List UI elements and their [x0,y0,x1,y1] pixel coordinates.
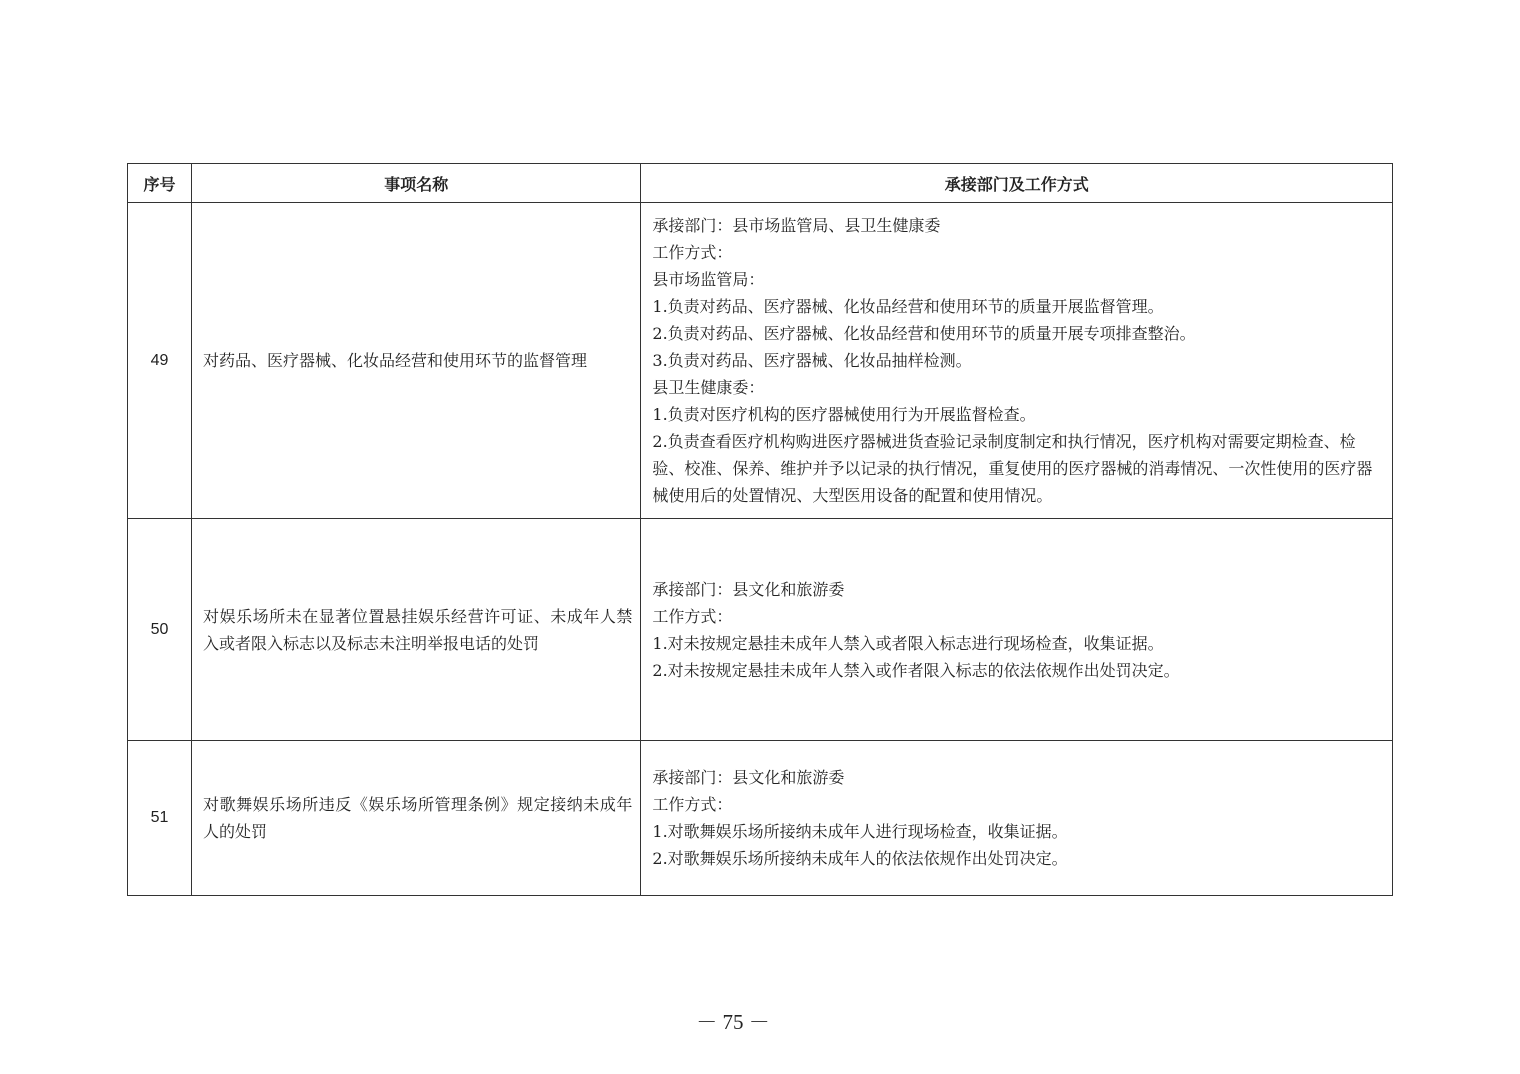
table-header-row [128,164,1393,203]
dept-line: 工作方式： [652,243,733,262]
table-row [128,203,1393,519]
row-department-method [641,519,1393,741]
row-department-method [641,741,1393,896]
header-department-and-method: 承接部门及工作方式 [641,164,1393,203]
dept-line: 2.对未按规定悬挂未成年人禁入或作者限入标志的依法依规作出处罚决定。 [652,660,1180,680]
dept-line: 3.负责对药品、医疗器械、化妆品抽样检测。 [652,351,972,370]
dept-line: 1.对歌舞娱乐场所接纳未成年人进行现场检查，收集证据。 [652,822,1068,841]
dept-line: 承接部门：县市场监管局、县卫生健康委 [652,216,941,235]
dept-line: 2.负责查看医疗机构购进医疗器械进货查验记录制度制定和执行情况，医疗机构对需要定期检查、检验、校准、保养、维护并予以记录的执行情况，重复使用的医疗器械的消毒情况、一次性使用的医疗器械使用后的处置情况、大型医用设备的配置和使用情况。 [652,432,1373,505]
row-department-method [641,203,1393,519]
row-item-name: 对娱乐场所未在显著位置悬挂娱乐经营许可证、未成年人禁入或者限入标志以及标志未注明举报电话的处罚 [192,519,641,741]
header-item-name: 事项名称 [192,164,641,203]
dept-line: 承接部门：县文化和旅游委 [652,768,845,787]
table-row [128,741,1393,896]
header-serial-number: 序号 [128,164,192,203]
table-row [128,519,1393,741]
row-item-name: 对药品、医疗器械、化妆品经营和使用环节的监督管理 [192,203,641,519]
dept-line: 2.负责对药品、医疗器械、化妆品经营和使用环节的质量开展专项排查整治。 [652,324,1196,343]
matters-table [127,163,1393,896]
dept-line: 1.对未按规定悬挂未成年人禁入或者限入标志进行现场检查，收集证据。 [652,633,1164,653]
row-serial-number: 49 [128,203,192,519]
dept-line: 县市场监管局： [652,270,765,289]
dept-line: 1.负责对医疗机构的医疗器械使用行为开展监督检查。 [652,405,1036,424]
row-serial-number: 51 [128,741,192,896]
dept-line: 1.负责对药品、医疗器械、化妆品经营和使用环节的质量开展监督管理。 [652,297,1164,316]
row-item-name: 对歌舞娱乐场所违反《娱乐场所管理条例》规定接纳未成年人的处罚 [192,741,641,896]
row-serial-number: 50 [128,519,192,741]
dept-line: 承接部门：县文化和旅游委 [652,579,845,599]
dept-line: 2.对歌舞娱乐场所接纳未成年人的依法依规作出处罚决定。 [652,849,1068,868]
page-number: － 75 － [696,1010,770,1034]
dept-line: 县卫生健康委： [652,378,765,397]
dept-line: 工作方式： [652,606,733,626]
dept-line: 工作方式： [652,795,733,814]
